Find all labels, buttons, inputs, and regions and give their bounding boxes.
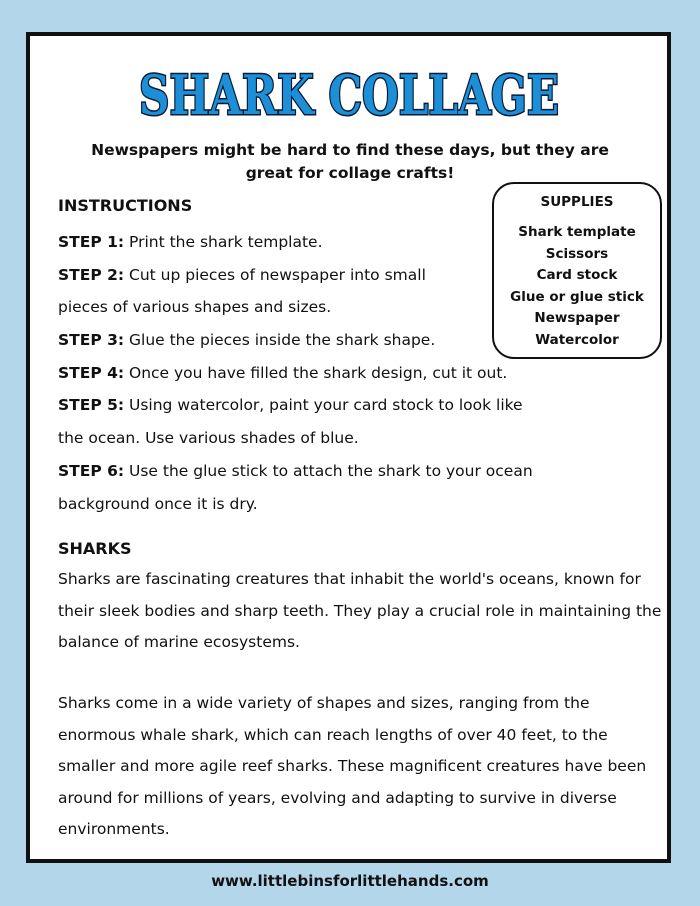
supply-item: Watercolor	[535, 331, 619, 348]
sharks-paragraph-1: Sharks are fascinating creatures that inhabit the world's oceans, known for their sleek bodies and sharp teeth. They play a crucial role in maintaining the balance of marine ecosystems.	[58, 570, 662, 652]
step-label: STEP 2:	[58, 265, 125, 284]
step-text: pieces of various shapes and sizes.	[58, 298, 332, 317]
step-label: STEP 3:	[58, 331, 125, 350]
instruction-line	[58, 389, 658, 422]
step-text: Use the glue stick to attach the shark to your ocean	[124, 461, 533, 480]
step-text: Cut up pieces of newspaper into small	[124, 265, 426, 284]
step-label: STEP 6:	[58, 461, 125, 480]
supply-item: Scissors	[545, 245, 609, 262]
step-text: background once it is dry.	[58, 494, 258, 513]
step-text: the ocean. Use various shades of blue.	[58, 429, 359, 448]
step-label: STEP 1:	[58, 233, 125, 251]
supplies-box	[492, 182, 662, 359]
instruction-line	[58, 357, 658, 390]
instructions-heading: INSTRUCTIONS	[58, 196, 193, 215]
step-text: Once you have filled the shark design, cut it out.	[124, 363, 508, 382]
supplies-list	[494, 222, 660, 352]
instruction-line	[58, 422, 658, 455]
page-title	[129, 54, 569, 134]
step-label: STEP 5:	[58, 396, 125, 415]
subtitle: Newspapers might be hard to find these days, but they are great for collage crafts!	[91, 141, 609, 182]
supply-item: Newspaper	[534, 310, 620, 327]
step-text: Glue the pieces inside the shark shape.	[124, 331, 436, 350]
worksheet-page	[26, 32, 671, 863]
title-banner	[30, 54, 667, 134]
page-title-text: SHARK COLLAGE	[138, 63, 559, 127]
instruction-line	[58, 488, 658, 521]
supply-item: Card stock	[536, 267, 618, 284]
step-text: Print the shark template.	[124, 233, 323, 251]
step-text: Using watercolor, paint your card stock to look like	[124, 396, 523, 415]
instruction-line	[58, 455, 658, 488]
supply-item: Glue or glue stick	[510, 288, 644, 305]
supplies-heading: SUPPLIES	[540, 194, 614, 210]
footer-url: www.littlebinsforlittlehands.com	[211, 872, 489, 890]
step-label: STEP 4:	[58, 363, 125, 382]
supply-item: Shark template	[518, 224, 636, 240]
sharks-heading: SHARKS	[58, 539, 132, 558]
sharks-paragraph-2: Sharks come in a wide variety of shapes and sizes, ranging from the enormous whale shark, which can reach lengths of over 40 feet, to the smaller and more agile reef sharks. These magnificent creatures have been around for millions of years, evolving and adapting to survive in diverse environments.	[58, 694, 647, 839]
